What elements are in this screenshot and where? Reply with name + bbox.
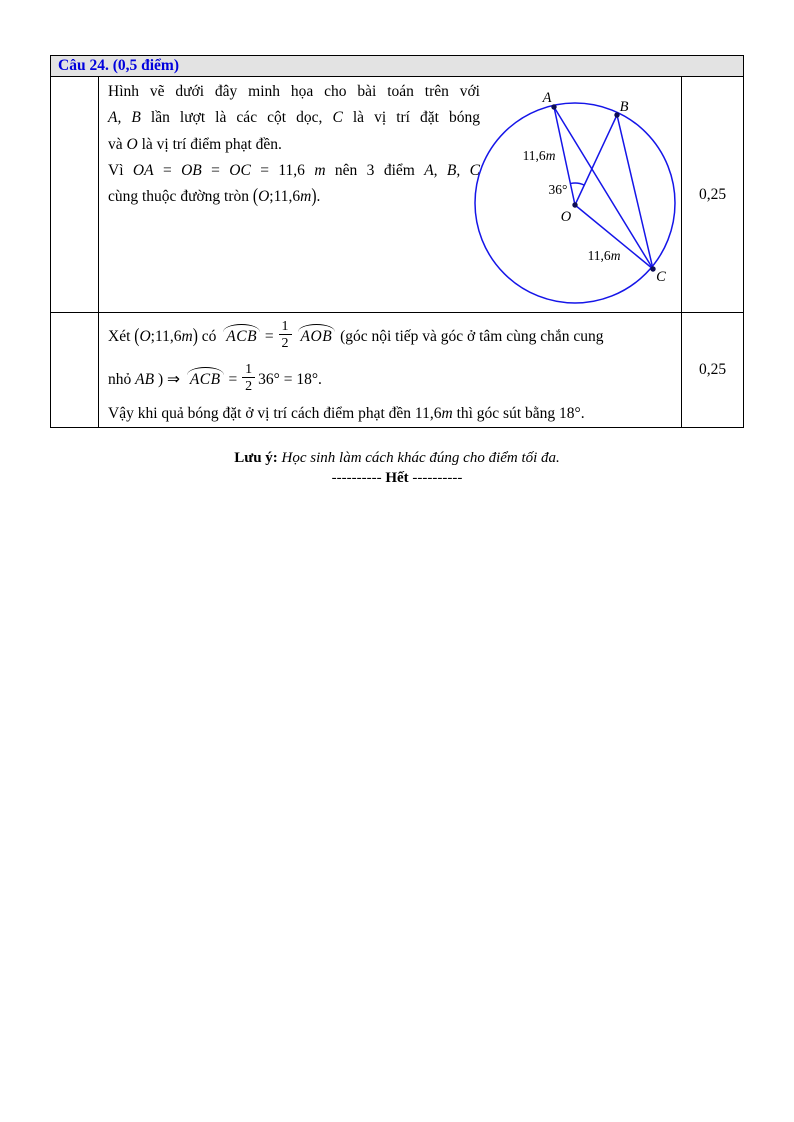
segment-ob <box>575 115 617 205</box>
text-segment: thì góc sút bằng 18°. <box>452 405 585 422</box>
text-segment: OA <box>132 161 154 179</box>
text-line <box>108 158 480 184</box>
text-segment: = <box>153 161 182 179</box>
arc-notation: ACB <box>226 328 258 345</box>
text-segment: 36° = 18°. <box>258 371 322 388</box>
text-segment: (góc nội tiếp và góc ở tâm cùng chắn cung <box>336 328 604 345</box>
text-segment: A, B <box>108 109 141 127</box>
text-segment: có <box>197 328 221 345</box>
text-segment: lần lượt là các cột dọc, <box>140 109 333 127</box>
point-o <box>572 202 577 207</box>
text-segment: O <box>126 135 138 153</box>
text-segment: C <box>332 109 343 127</box>
text-segment: AB <box>135 371 155 388</box>
answer-cell-row2 <box>98 312 681 427</box>
footer-note <box>50 450 744 467</box>
radius-label-oa: 11,6m <box>522 148 556 163</box>
text-segment: m <box>300 188 312 206</box>
text-line <box>108 132 480 158</box>
text-segment: là vị trí đặt bóng <box>342 109 481 127</box>
fraction: $\frac{1}{2}$ <box>242 362 255 395</box>
angle-label: 36° <box>548 182 568 197</box>
label-c: C <box>656 269 666 285</box>
text-segment: = 11,6 <box>250 161 315 179</box>
text-segment: = <box>261 328 278 345</box>
score-cell-row1: 0,25 <box>681 77 743 312</box>
segment-bc <box>617 115 653 269</box>
text-line <box>108 184 480 210</box>
text-segment: ) ⇒ <box>154 371 184 388</box>
angle-arc <box>570 183 584 185</box>
label-o: O <box>560 209 572 225</box>
text-segment: Hình vẽ dưới đây minh họa cho bài toán trên với <box>108 83 480 100</box>
text-segment: OB <box>181 161 202 179</box>
text-line <box>108 79 480 105</box>
arc-notation: ACB <box>189 371 221 388</box>
question-body <box>51 77 743 427</box>
label-b: B <box>619 99 629 115</box>
footer-end-dashes-left: ---------- <box>331 470 386 486</box>
label-a: A <box>542 90 552 106</box>
answer-text-row1 <box>108 79 480 210</box>
text-segment: nên 3 điểm <box>325 161 425 179</box>
text-line <box>108 401 673 427</box>
text-segment: = <box>201 161 230 179</box>
text-segment: cùng thuộc đường tròn <box>108 188 253 206</box>
point-a <box>551 104 556 109</box>
text-segment: A, B, C <box>424 161 481 179</box>
question-header: Câu 24. (0,5 điểm) <box>51 56 743 77</box>
text-segment: Xét <box>108 328 135 345</box>
empty-cell-row2 <box>51 312 98 427</box>
arc-notation: AOB <box>300 328 333 345</box>
text-segment: và <box>108 135 127 153</box>
text-segment: ;11,6 <box>150 328 182 345</box>
radius-label-oc: 11,6m <box>587 248 621 263</box>
text-segment: m <box>181 328 193 345</box>
question-table <box>50 55 744 428</box>
text-segment: O <box>139 328 151 345</box>
answer-cell-row1 <box>98 77 681 312</box>
text-segment: ;11,6 <box>269 188 301 206</box>
text-segment: m <box>441 405 453 422</box>
footer-end-line <box>50 470 744 487</box>
text-segment: ( <box>134 325 140 348</box>
text-segment: . <box>316 188 321 206</box>
footer-end-word: Hết <box>385 470 409 486</box>
geometry-diagram <box>461 82 681 312</box>
text-line <box>108 359 673 401</box>
text-segment: Vậy khi quả bóng đặt ở vị trí cách điểm phạt đền 11,6 <box>108 405 442 422</box>
text-line <box>108 316 673 358</box>
score-cell-row2: 0,25 <box>681 312 743 427</box>
text-segment: = <box>224 371 242 388</box>
segment-ac <box>554 107 653 269</box>
empty-cell-row1 <box>51 77 98 312</box>
text-segment: Vì <box>108 161 133 179</box>
text-segment: là vị trí điểm phạt đền. <box>137 135 282 153</box>
text-segment: ( <box>252 185 259 208</box>
text-segment: nhỏ <box>108 371 136 388</box>
text-line <box>108 105 480 131</box>
text-segment: m <box>314 161 326 179</box>
circle-diagram-svg <box>461 82 681 312</box>
text-segment: ) <box>192 325 198 348</box>
fraction: $\frac{1}{2}$ <box>279 319 292 352</box>
footer-note-label: Lưu ý: <box>234 450 278 466</box>
text-segment: ) <box>311 185 317 208</box>
footer-note-text: Học sinh làm cách khác đúng cho điểm tối đa. <box>277 450 560 466</box>
text-segment: O <box>258 188 270 206</box>
point-c <box>650 266 655 271</box>
text-segment: OC <box>229 161 251 179</box>
footer-end-dashes-right: ---------- <box>408 470 463 486</box>
